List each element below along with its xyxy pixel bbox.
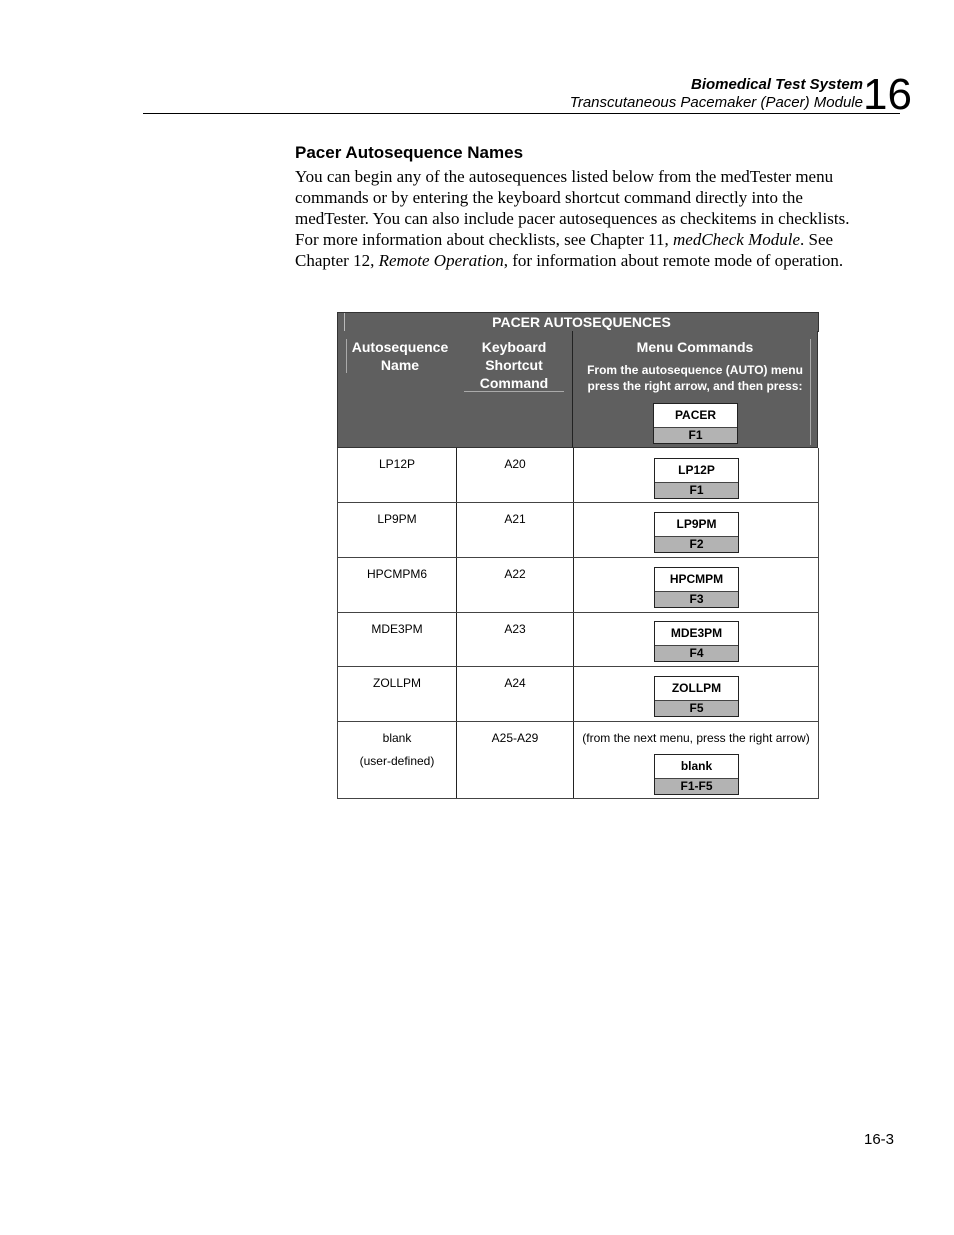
table-title <box>337 312 819 332</box>
cell-menu <box>574 448 818 502</box>
softkey-label: ZOLLPM <box>671 681 722 695</box>
cell-name: LP12P <box>338 448 457 502</box>
cell-shortcut: A25-A29 <box>457 722 574 798</box>
softkey-label: HPCMPM <box>669 572 724 586</box>
col-header-shortcut <box>456 331 573 448</box>
table-row <box>337 503 819 558</box>
ref-remote-operation: Remote Operation <box>378 251 504 270</box>
table-row <box>337 613 819 667</box>
col-header-menu-note: From the autosequence (AUTO) menu press the right arrow, and then press: <box>587 363 803 393</box>
table-row <box>337 667 819 722</box>
softkey <box>654 621 739 662</box>
cell-menu <box>574 667 818 721</box>
header-rule <box>143 113 900 114</box>
softkey-label: LP9PM <box>676 517 717 531</box>
cell-shortcut: A20 <box>457 448 574 502</box>
table-title-text: PACER AUTOSEQUENCES <box>344 313 818 331</box>
cell-name: HPCMPM6 <box>338 558 457 612</box>
ref-medcheck: medCheck Module <box>673 230 800 249</box>
para-text-3: , for information about remote mode of operation. <box>503 251 844 270</box>
cell-shortcut: A22 <box>457 558 574 612</box>
cell-menu <box>574 503 818 557</box>
softkey-function: F5 <box>655 700 738 716</box>
cell-shortcut: A23 <box>457 613 574 666</box>
cell-menu <box>574 722 818 798</box>
softkey-label: PACER <box>674 408 717 422</box>
para-text-1: You can begin any of the autosequences listed below from the medTester menu commands or by entering the keyboard shortcut command directly into the medTester. You can also include pacer autosequences as checkitems in checklists. For more information about checklists, see Chapter 11, <box>295 167 850 249</box>
cell-note: (from the next menu, press the right arrow) <box>582 731 810 745</box>
pacer-softkey <box>653 403 738 444</box>
softkey-function: F1 <box>655 482 738 498</box>
section-title: Pacer Autosequence Names <box>295 143 524 162</box>
softkey <box>654 567 739 608</box>
header-underline <box>464 391 564 392</box>
table-row <box>337 448 819 503</box>
col-header-shortcut-label: Keyboard Shortcut Command <box>479 339 549 391</box>
col-header-name <box>337 331 457 448</box>
chapter-number: 16 <box>863 70 912 119</box>
col-header-menu-label: Menu Commands <box>636 339 754 355</box>
softkey <box>654 458 739 499</box>
softkey-function: F1 <box>654 427 737 443</box>
cell-shortcut: A21 <box>457 503 574 557</box>
para-text-2: . See Chapter 12, <box>295 230 834 270</box>
cell-menu <box>574 613 818 666</box>
softkey <box>654 754 739 795</box>
softkey-function: F3 <box>655 591 738 607</box>
cell-shortcut: A24 <box>457 667 574 721</box>
softkey <box>654 512 739 553</box>
body-paragraph <box>295 166 863 271</box>
softkey-label: blank <box>680 759 713 773</box>
table-row <box>337 558 819 613</box>
cell-name: blank (user-defined) <box>338 722 457 798</box>
table-row <box>337 722 819 799</box>
col-header-name-label: Autosequence Name <box>351 339 449 373</box>
header-subtitle: Transcutaneous Pacemaker (Pacer) Module <box>569 94 863 111</box>
softkey-function: F1-F5 <box>655 778 738 794</box>
cell-menu <box>574 558 818 612</box>
cell-name: MDE3PM <box>338 613 457 666</box>
cell-name: ZOLLPM <box>338 667 457 721</box>
softkey <box>654 676 739 717</box>
cell-name: LP9PM <box>338 503 457 557</box>
softkey-label: LP12P <box>678 463 715 477</box>
softkey-label: MDE3PM <box>670 626 723 640</box>
col-header-menu <box>573 331 818 448</box>
page-number: 16-3 <box>864 1131 895 1148</box>
softkey-function: F4 <box>655 645 738 661</box>
header-title: Biomedical Test System <box>690 76 863 93</box>
softkey-function: F2 <box>655 536 738 552</box>
